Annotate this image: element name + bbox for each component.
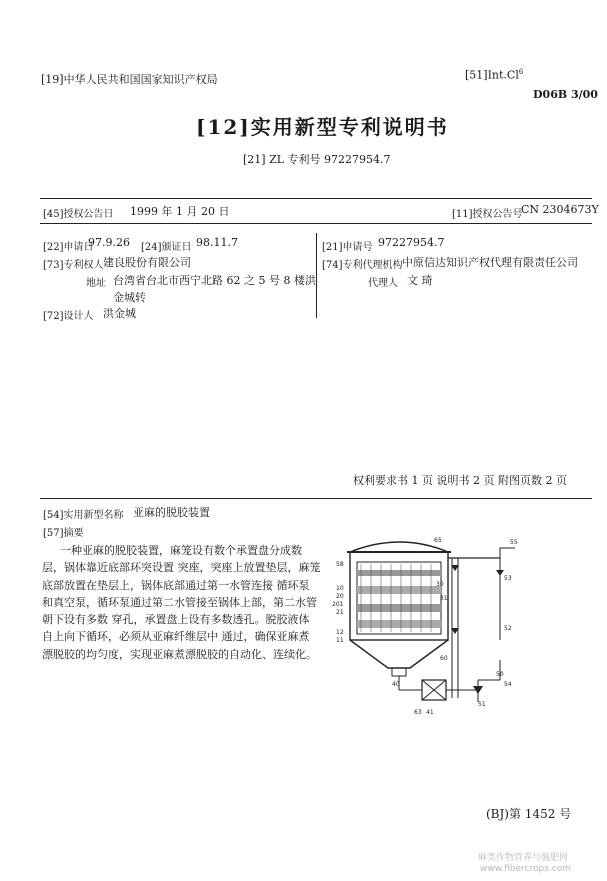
figure-label: 30 bbox=[436, 581, 444, 588]
rule-top-pub bbox=[40, 198, 592, 199]
abstract-line: 和真空泵，循环泵通过第二水管接至锅体上部，第二水管 bbox=[42, 595, 317, 609]
abstract-line: 层，锅体靠近底部环突设置 突座，突座上放置垫层，麻笼 bbox=[42, 561, 321, 575]
announce-date: 1999 年 1 月 20 日 bbox=[130, 205, 230, 218]
figure-label: 54 bbox=[504, 681, 512, 688]
abstract-line: 底部放置在垫层上，锅体底部通过第一水管连接 循环泵 bbox=[42, 578, 310, 592]
figure-label: 12 bbox=[336, 629, 344, 636]
certificate-date: 98.11.7 bbox=[196, 236, 238, 249]
figure-label: 65 bbox=[434, 537, 442, 544]
figure-label: 21 bbox=[336, 609, 344, 616]
abstract-text bbox=[42, 542, 321, 663]
figure-label: 60 bbox=[440, 655, 448, 662]
ipc-label bbox=[465, 68, 523, 82]
rule-bottom-pub bbox=[40, 223, 592, 224]
agent-label: 代理人 bbox=[368, 278, 398, 289]
patent-number: [21] ZL 专利号 97227954.7 bbox=[243, 153, 391, 166]
figure-label: 52 bbox=[504, 625, 512, 632]
agency: 中原信达知识产权代理有限责任公司 bbox=[402, 256, 578, 269]
column-divider bbox=[316, 233, 317, 318]
ipc-code: D06B 3/00 bbox=[533, 88, 598, 101]
rule-before-title bbox=[40, 498, 592, 499]
figure-label: 10 bbox=[336, 585, 344, 592]
announce-date-label: [45]授权公告日 bbox=[43, 209, 114, 220]
agency-label: [74]专利代理机构 bbox=[322, 260, 403, 271]
application-number-label: [21]申请号 bbox=[322, 242, 373, 253]
patentee: 建良股份有限公司 bbox=[103, 256, 191, 269]
figure-label: 201 bbox=[332, 601, 344, 608]
ipc-superscript: 6 bbox=[518, 68, 524, 76]
figure-label: 50 bbox=[496, 671, 504, 678]
figure-label: 20 bbox=[336, 593, 344, 600]
patentee-label: [73]专利权人 bbox=[43, 260, 104, 271]
certificate-date-label: [24]颁证日 bbox=[141, 242, 192, 253]
figure-label: 55 bbox=[510, 539, 518, 546]
designer-label: [72]设计人 bbox=[43, 311, 94, 322]
apparatus-drawing bbox=[330, 530, 540, 730]
utility-model-title: 亚麻的脱胶装置 bbox=[133, 506, 210, 519]
address-line-2: 金城转 bbox=[113, 291, 146, 304]
address-line-1: 台湾省台北市西宁北路 62 之 5 号 8 楼洪 bbox=[113, 274, 316, 287]
application-date-label: [22]申请日 bbox=[43, 242, 94, 253]
figure-label: 41 bbox=[426, 709, 434, 716]
pages-info: 权利要求书 1 页 说明书 2 页 附图页数 2 页 bbox=[353, 474, 567, 487]
address-label: 地址 bbox=[86, 278, 106, 289]
publication-number: CN 2304673Y bbox=[521, 203, 599, 216]
application-date: 97.9.26 bbox=[88, 236, 130, 249]
agent: 文 琦 bbox=[407, 274, 433, 287]
abstract-line: 漂脱胶的均匀度，实现亚麻煮漂脱胶的自动化、连续化。 bbox=[42, 647, 317, 661]
footer-code: (BJ)第 1452 号 bbox=[486, 807, 572, 821]
figure-label: 40 bbox=[392, 681, 400, 688]
issuing-office: [19]中华人民共和国国家知识产权局 bbox=[41, 73, 218, 86]
abstract-label: [57]摘要 bbox=[43, 528, 84, 539]
publication-number-label: [11]授权公告号 bbox=[452, 209, 523, 220]
abstract-line: 一种亚麻的脱胶装置，麻笼设有数个承置盘分成数 bbox=[60, 544, 302, 557]
figure-label: 11 bbox=[336, 637, 344, 644]
designer: 洪金城 bbox=[103, 307, 136, 320]
watermark-url: www.fibercrops.com bbox=[480, 864, 571, 874]
figure-label: 53 bbox=[504, 575, 512, 582]
figure-label: 31 bbox=[440, 595, 448, 602]
abstract-line: 自上向下循环，必须从亚麻纤维层中 通过，确保亚麻煮 bbox=[42, 630, 310, 644]
application-number: 97227954.7 bbox=[378, 236, 445, 249]
abstract-line: 朝下设有多数 穿孔，承置盘上设有多数透孔。脱胶液体 bbox=[42, 613, 310, 627]
document-type-title: [12]实用新型专利说明书 bbox=[196, 115, 449, 139]
figure-label: 58 bbox=[336, 561, 344, 568]
watermark-site-name: 麻类作物营养与施肥网 bbox=[478, 853, 569, 863]
figure-label: 51 bbox=[478, 701, 486, 708]
utility-model-title-label: [54]实用新型名称 bbox=[43, 510, 124, 521]
ipc-label-text: [51]Int.Cl bbox=[465, 68, 519, 82]
figure-label: 63 bbox=[414, 709, 422, 716]
